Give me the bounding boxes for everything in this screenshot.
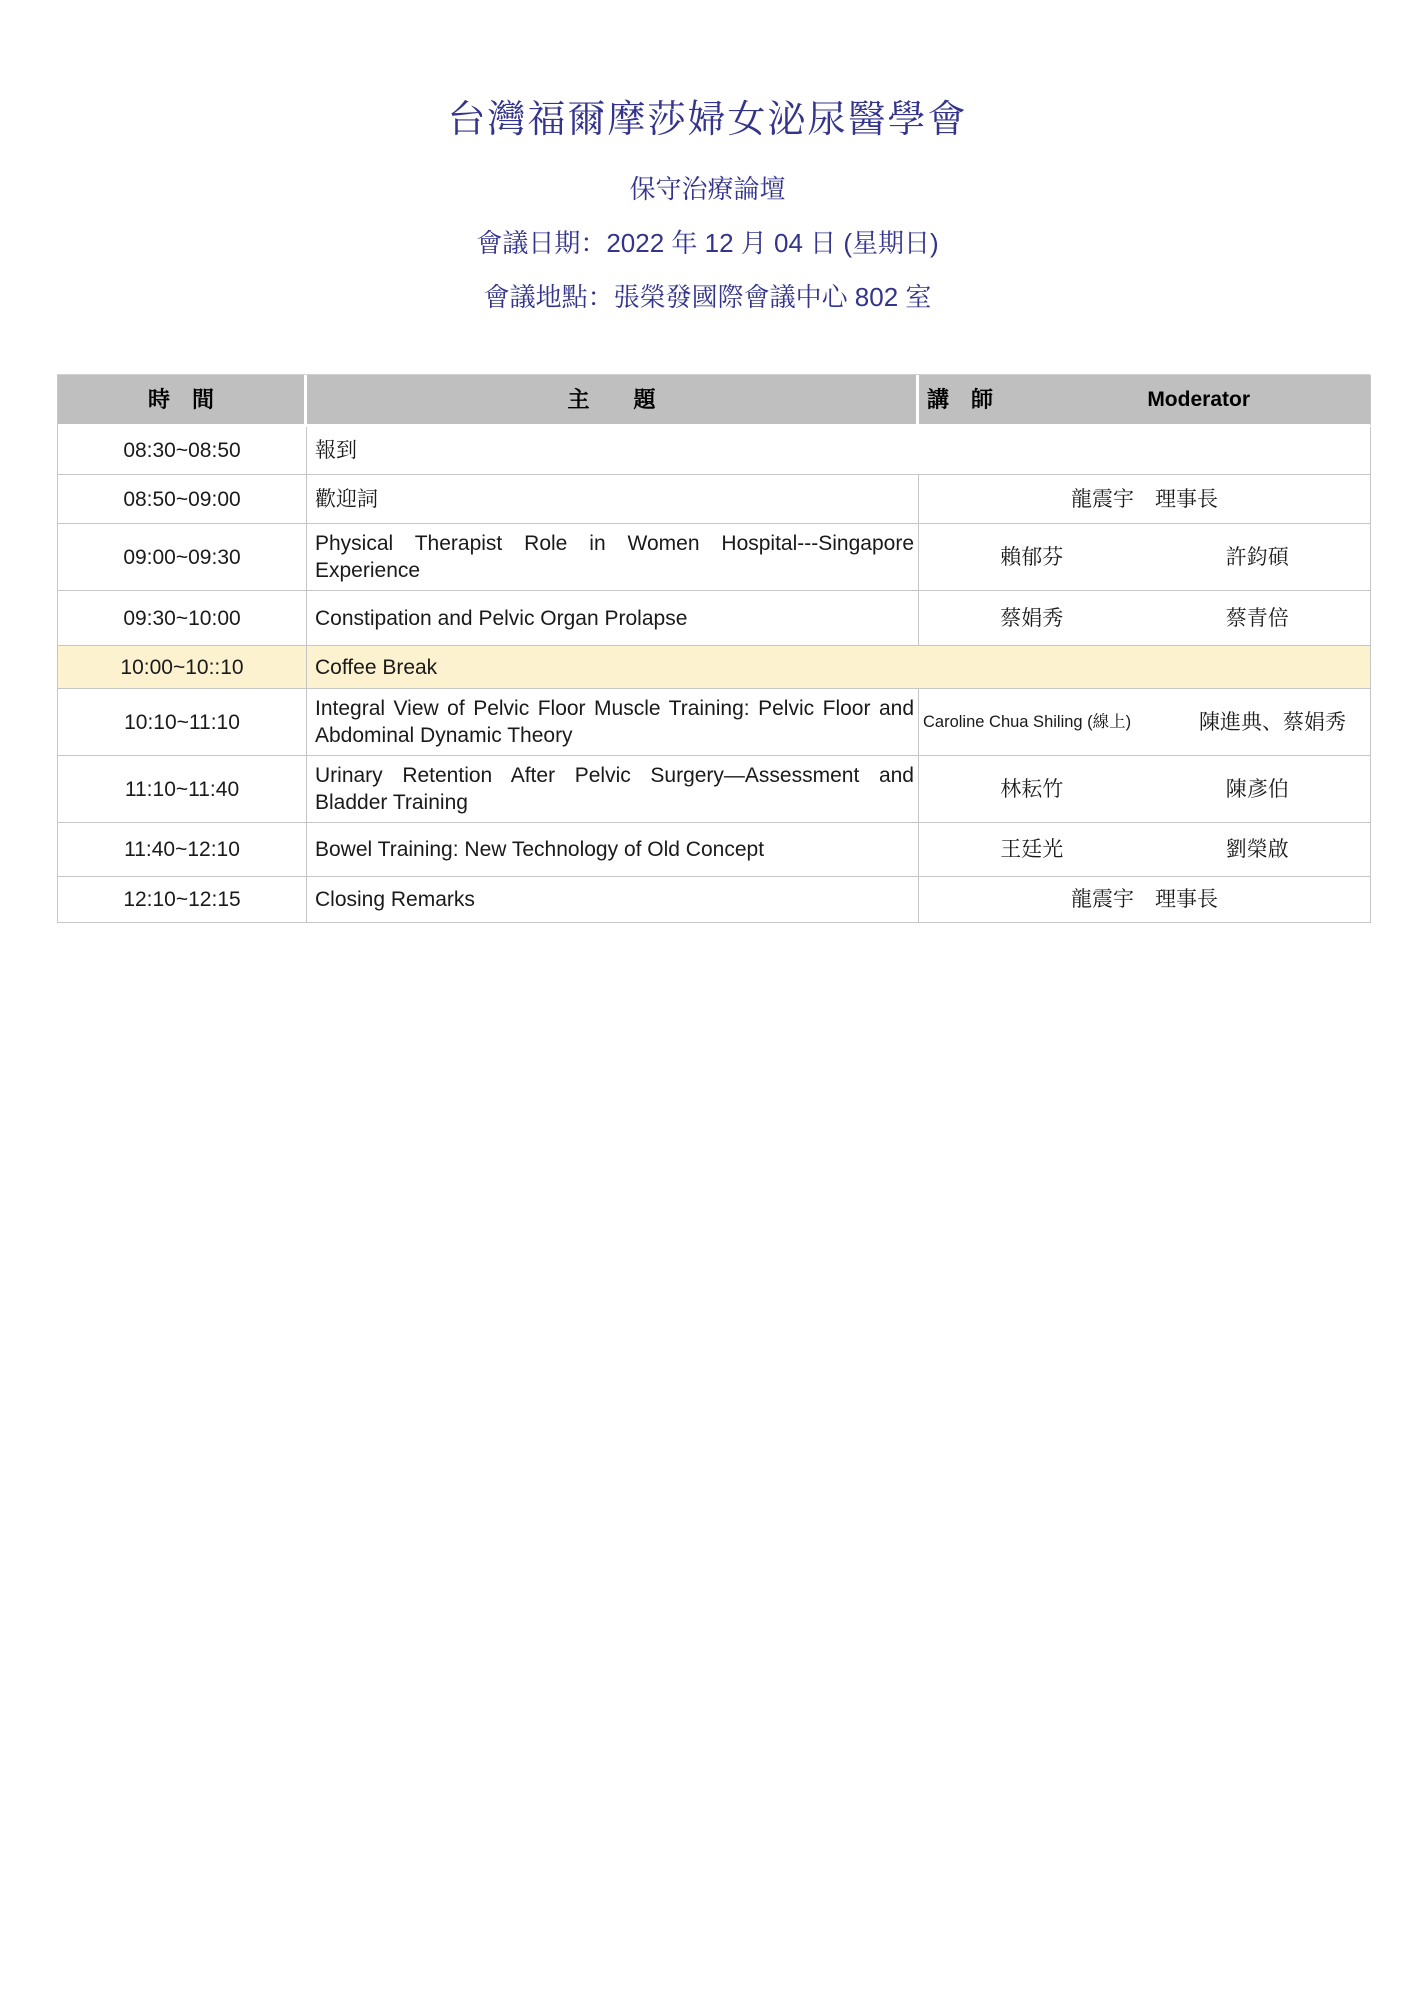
table-row: [58, 877, 1370, 923]
time-cell: 08:50~09:00: [58, 475, 307, 524]
time-cell: 11:40~12:10: [58, 823, 307, 877]
topic-text: 報到: [315, 439, 357, 462]
speaker-name: 賴郁芬: [1000, 545, 1064, 569]
time-cell: 10:00~10::10: [58, 646, 307, 689]
forum-subtitle: 保守治療論壇: [629, 174, 786, 204]
people-cell: [919, 689, 1371, 756]
time-cell: 10:10~11:10: [58, 689, 307, 756]
topic-cell: [307, 689, 919, 756]
speaker-name: Caroline Chua Shiling (線上): [923, 712, 1132, 731]
topic-text: Urinary Retention After Pelvic Surgery—Assessment and Bladder Training: [315, 764, 914, 814]
header-people: [919, 375, 1371, 427]
table-row: [58, 475, 1370, 524]
time-cell: 09:00~09:30: [58, 524, 307, 591]
header-moderator: Moderator: [1147, 388, 1250, 411]
meeting-date-line: 會議日期：2022 年 12 月 04 日 (星期日): [476, 228, 939, 258]
table-row: [58, 689, 1370, 756]
time-cell: 12:10~12:15: [58, 877, 307, 923]
table-row: [58, 591, 1370, 646]
document-header: [0, 0, 1415, 314]
table-row-coffee-break: [58, 646, 1370, 689]
topic-text: Bowel Training: New Technology of Old Concept: [315, 838, 765, 861]
speaker-name: 王廷光: [1000, 838, 1064, 861]
moderator-name: 蔡青倍: [1225, 606, 1289, 630]
people-cell: [919, 524, 1371, 591]
header-speaker: 講 師: [927, 387, 994, 412]
schedule-table: [57, 374, 1370, 923]
moderator-name: 劉榮啟: [1225, 838, 1289, 861]
header-topic: 主 題: [307, 375, 919, 427]
topic-text: Coffee Break: [315, 655, 438, 679]
topic-text: Constipation and Pelvic Organ Prolapse: [315, 606, 688, 630]
header-time: 時 間: [58, 375, 307, 427]
topic-cell: [307, 427, 1371, 475]
table-row: [58, 756, 1370, 823]
time-cell: 09:30~10:00: [58, 591, 307, 646]
time-cell: 08:30~08:50: [58, 427, 307, 475]
topic-cell: [307, 823, 919, 877]
people-cell: 龍震宇 理事長: [919, 877, 1371, 923]
topic-text: Physical Therapist Role in Women Hospital---Singapore Experience: [315, 532, 914, 582]
time-cell: 11:10~11:40: [58, 756, 307, 823]
topic-cell: [307, 524, 919, 591]
moderator-name: 陳彥伯: [1225, 777, 1289, 801]
speaker-name: 蔡娟秀: [1000, 606, 1064, 630]
people-cell: 龍震宇 理事長: [919, 475, 1371, 524]
topic-cell: [307, 756, 919, 823]
moderator-name: 陳進典、蔡娟秀: [1199, 710, 1347, 734]
table-row: [58, 823, 1370, 877]
speaker-name: 林耘竹: [1000, 777, 1064, 801]
people-cell: [919, 591, 1371, 646]
meeting-location-line: 會議地點：張榮發國際會議中心 802 室: [483, 282, 932, 312]
topic-cell: [307, 591, 919, 646]
page-title: 台灣福爾摩莎婦女泌尿醫學會: [447, 99, 968, 141]
topic-text: 歡迎詞: [315, 487, 378, 511]
topic-cell: [307, 475, 919, 524]
table-row: [58, 524, 1370, 591]
topic-cell: [307, 646, 1371, 689]
people-cell: [919, 823, 1371, 877]
table-row: [58, 427, 1370, 475]
topic-text: Closing Remarks: [315, 888, 475, 911]
moderator-name: 許鈞碩: [1225, 545, 1289, 569]
topic-cell: [307, 877, 919, 923]
topic-text: Integral View of Pelvic Floor Muscle Training: Pelvic Floor and Abdominal Dynamic Theory: [315, 697, 914, 747]
table-header-row: [58, 375, 1370, 427]
people-cell: [919, 756, 1371, 823]
